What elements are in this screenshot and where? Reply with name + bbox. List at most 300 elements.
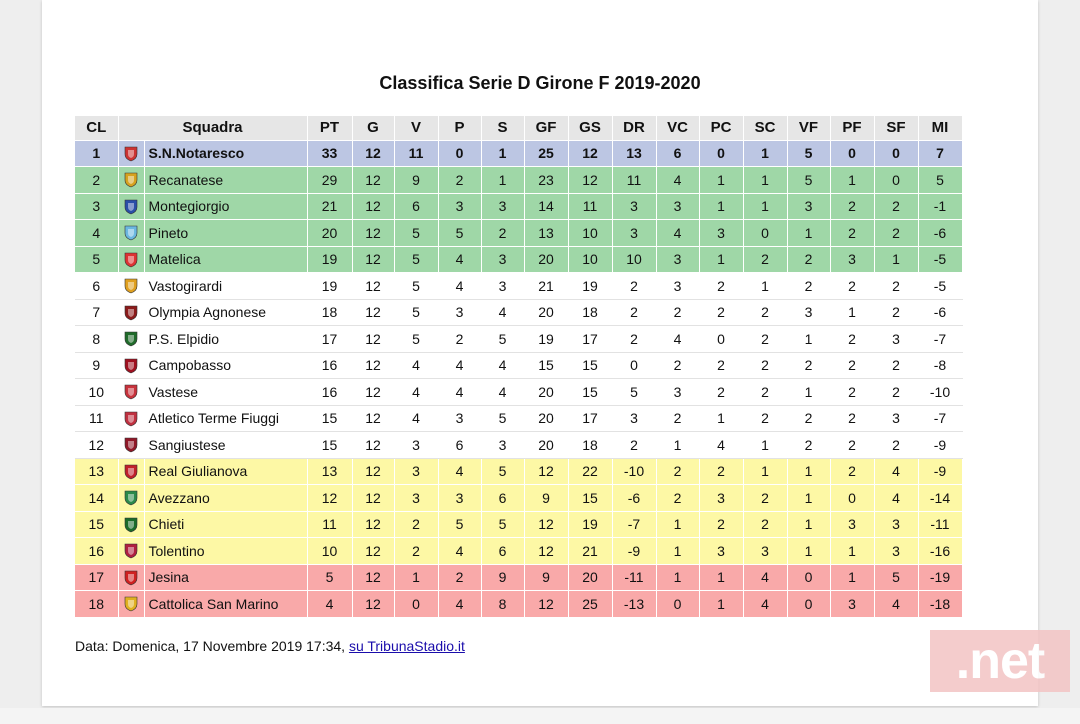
stat-cell: 4 bbox=[874, 458, 918, 485]
rank-cell: 15 bbox=[75, 511, 118, 538]
stat-cell: 15 bbox=[307, 432, 352, 459]
stat-cell: 2 bbox=[656, 485, 699, 512]
stat-cell: 18 bbox=[568, 299, 612, 326]
stat-cell: 19 bbox=[524, 326, 568, 353]
stat-cell: 4 bbox=[743, 591, 787, 618]
stat-cell: 1 bbox=[787, 326, 830, 353]
column-header: G bbox=[352, 116, 394, 140]
stat-cell: 0 bbox=[699, 326, 743, 353]
rank-cell: 2 bbox=[75, 167, 118, 194]
stat-cell: 3 bbox=[743, 538, 787, 565]
stat-cell: 2 bbox=[743, 405, 787, 432]
rank-cell: 3 bbox=[75, 193, 118, 220]
stat-cell: 3 bbox=[481, 193, 524, 220]
stat-cell: 3 bbox=[830, 591, 874, 618]
stat-cell: 9 bbox=[524, 485, 568, 512]
stat-cell: 1 bbox=[656, 564, 699, 591]
stat-cell: 13 bbox=[612, 140, 656, 167]
stat-cell: 3 bbox=[699, 220, 743, 247]
stat-cell: 2 bbox=[874, 299, 918, 326]
team-name-cell: Tolentino bbox=[144, 538, 307, 565]
stat-cell: -6 bbox=[612, 485, 656, 512]
team-crest-icon bbox=[124, 278, 138, 294]
stat-cell: 2 bbox=[743, 352, 787, 379]
rank-cell: 12 bbox=[75, 432, 118, 459]
stat-cell: 4 bbox=[874, 485, 918, 512]
stat-cell: 2 bbox=[656, 405, 699, 432]
team-name-cell: Pineto bbox=[144, 220, 307, 247]
stat-cell: 1 bbox=[787, 379, 830, 406]
stat-cell: 2 bbox=[699, 352, 743, 379]
team-crest-icon bbox=[124, 384, 138, 400]
crest-cell bbox=[118, 591, 144, 618]
stat-cell: 3 bbox=[438, 299, 481, 326]
stat-cell: 6 bbox=[656, 140, 699, 167]
stat-cell: -9 bbox=[918, 458, 962, 485]
rank-cell: 5 bbox=[75, 246, 118, 273]
team-crest-icon bbox=[124, 437, 138, 453]
stat-cell: 6 bbox=[438, 432, 481, 459]
team-name-cell: Atletico Terme Fiuggi bbox=[144, 405, 307, 432]
stat-cell: 4 bbox=[656, 220, 699, 247]
stat-cell: 20 bbox=[524, 299, 568, 326]
stat-cell: 13 bbox=[524, 220, 568, 247]
stat-cell: 1 bbox=[874, 246, 918, 273]
stat-cell: 12 bbox=[352, 458, 394, 485]
stat-cell: 5 bbox=[394, 220, 438, 247]
team-crest-icon bbox=[124, 464, 138, 480]
stat-cell: 2 bbox=[699, 511, 743, 538]
stat-cell: 12 bbox=[352, 299, 394, 326]
stat-cell: 3 bbox=[481, 432, 524, 459]
column-header: VF bbox=[787, 116, 830, 140]
stat-cell: -7 bbox=[612, 511, 656, 538]
team-crest-icon bbox=[124, 199, 138, 215]
stat-cell: 4 bbox=[307, 591, 352, 618]
stat-cell: 11 bbox=[612, 167, 656, 194]
stat-cell: 13 bbox=[307, 458, 352, 485]
stat-cell: 12 bbox=[352, 273, 394, 300]
stat-cell: 0 bbox=[874, 140, 918, 167]
stat-cell: 4 bbox=[699, 432, 743, 459]
stat-cell: 4 bbox=[394, 379, 438, 406]
stat-cell: 12 bbox=[352, 511, 394, 538]
stat-cell: 25 bbox=[568, 591, 612, 618]
stat-cell: 5 bbox=[438, 511, 481, 538]
stat-cell: 2 bbox=[656, 299, 699, 326]
stat-cell: 2 bbox=[394, 538, 438, 565]
stat-cell: 2 bbox=[612, 432, 656, 459]
table-row bbox=[75, 352, 962, 379]
stat-cell: 3 bbox=[438, 485, 481, 512]
stat-cell: 1 bbox=[830, 538, 874, 565]
stat-cell: 8 bbox=[481, 591, 524, 618]
stat-cell: 5 bbox=[394, 299, 438, 326]
source-link[interactable]: su TribunaStadio.it bbox=[348, 638, 465, 654]
stat-cell: 4 bbox=[481, 352, 524, 379]
team-crest-icon bbox=[124, 225, 138, 241]
stat-cell: 12 bbox=[352, 326, 394, 353]
stat-cell: 12 bbox=[352, 220, 394, 247]
stat-cell: -9 bbox=[918, 432, 962, 459]
stat-cell: 1 bbox=[787, 511, 830, 538]
stat-cell: 12 bbox=[352, 591, 394, 618]
stat-cell: 2 bbox=[394, 511, 438, 538]
stat-cell: 20 bbox=[524, 246, 568, 273]
stat-cell: 10 bbox=[612, 246, 656, 273]
stat-cell: 9 bbox=[481, 564, 524, 591]
team-crest-icon bbox=[124, 146, 138, 162]
stat-cell: 1 bbox=[743, 140, 787, 167]
stat-cell: -8 bbox=[918, 352, 962, 379]
crest-cell bbox=[118, 299, 144, 326]
stat-cell: 12 bbox=[352, 193, 394, 220]
stat-cell: 1 bbox=[743, 273, 787, 300]
stat-cell: 19 bbox=[568, 511, 612, 538]
stat-cell: 2 bbox=[830, 352, 874, 379]
stat-cell: 17 bbox=[568, 326, 612, 353]
stat-cell: 23 bbox=[524, 167, 568, 194]
stat-cell: -16 bbox=[918, 538, 962, 565]
stat-cell: 1 bbox=[699, 405, 743, 432]
stat-cell: -5 bbox=[918, 273, 962, 300]
stat-cell: -1 bbox=[918, 193, 962, 220]
rank-cell: 17 bbox=[75, 564, 118, 591]
column-header: GS bbox=[568, 116, 612, 140]
stat-cell: 18 bbox=[568, 432, 612, 459]
crest-cell bbox=[118, 140, 144, 167]
crest-cell bbox=[118, 246, 144, 273]
stat-cell: 20 bbox=[568, 564, 612, 591]
table-row bbox=[75, 193, 962, 220]
stat-cell: 16 bbox=[307, 352, 352, 379]
stat-cell: 2 bbox=[787, 432, 830, 459]
stat-cell: 4 bbox=[481, 299, 524, 326]
stat-cell: 2 bbox=[830, 326, 874, 353]
stat-cell: 2 bbox=[612, 273, 656, 300]
stat-cell: -11 bbox=[612, 564, 656, 591]
stat-cell: 0 bbox=[656, 591, 699, 618]
team-crest-icon bbox=[124, 411, 138, 427]
table-row bbox=[75, 564, 962, 591]
column-header: MI bbox=[918, 116, 962, 140]
rank-cell: 8 bbox=[75, 326, 118, 353]
team-name-cell: Real Giulianova bbox=[144, 458, 307, 485]
stat-cell: 5 bbox=[918, 167, 962, 194]
stat-cell: 14 bbox=[524, 193, 568, 220]
stat-cell: 12 bbox=[524, 538, 568, 565]
stat-cell: 1 bbox=[743, 167, 787, 194]
crest-cell bbox=[118, 511, 144, 538]
stat-cell: 5 bbox=[394, 273, 438, 300]
table-row bbox=[75, 246, 962, 273]
stat-cell: -9 bbox=[612, 538, 656, 565]
stat-cell: 33 bbox=[307, 140, 352, 167]
stat-cell: 2 bbox=[699, 273, 743, 300]
stat-cell: 21 bbox=[307, 193, 352, 220]
table-row bbox=[75, 220, 962, 247]
table-row bbox=[75, 140, 962, 167]
stat-cell: 3 bbox=[438, 405, 481, 432]
stat-cell: 2 bbox=[874, 273, 918, 300]
stat-cell: 4 bbox=[438, 352, 481, 379]
stat-cell: 11 bbox=[307, 511, 352, 538]
stat-cell: 2 bbox=[438, 326, 481, 353]
stat-cell: 12 bbox=[352, 485, 394, 512]
team-name-cell: Montegiorgio bbox=[144, 193, 307, 220]
stat-cell: 0 bbox=[612, 352, 656, 379]
stat-cell: 15 bbox=[568, 352, 612, 379]
crest-cell bbox=[118, 326, 144, 353]
stat-cell: 15 bbox=[568, 379, 612, 406]
page-title: Classifica Serie D Girone F 2019-2020 bbox=[379, 73, 701, 93]
table-row bbox=[75, 511, 962, 538]
table-row bbox=[75, 273, 962, 300]
stat-cell: 12 bbox=[352, 140, 394, 167]
table-row bbox=[75, 326, 962, 353]
stat-cell: 2 bbox=[699, 379, 743, 406]
table-row bbox=[75, 591, 962, 618]
stat-cell: 5 bbox=[612, 379, 656, 406]
stat-cell: 2 bbox=[743, 485, 787, 512]
stat-cell: 5 bbox=[307, 564, 352, 591]
stat-cell: 0 bbox=[394, 591, 438, 618]
stat-cell: 4 bbox=[438, 379, 481, 406]
watermark-logo: .net bbox=[930, 630, 1070, 692]
stat-cell: 20 bbox=[524, 379, 568, 406]
stat-cell: 1 bbox=[699, 591, 743, 618]
stat-cell: 3 bbox=[394, 458, 438, 485]
standings-table bbox=[75, 116, 963, 618]
rank-cell: 14 bbox=[75, 485, 118, 512]
crest-cell bbox=[118, 538, 144, 565]
crest-cell bbox=[118, 485, 144, 512]
rank-cell: 10 bbox=[75, 379, 118, 406]
table-header-row bbox=[75, 116, 962, 140]
stat-cell: 4 bbox=[656, 326, 699, 353]
team-name-cell: P.S. Elpidio bbox=[144, 326, 307, 353]
team-name-cell: Jesina bbox=[144, 564, 307, 591]
stat-cell: -19 bbox=[918, 564, 962, 591]
stat-cell: 3 bbox=[874, 511, 918, 538]
stat-cell: 5 bbox=[481, 511, 524, 538]
team-name-cell: Olympia Agnonese bbox=[144, 299, 307, 326]
stat-cell: 20 bbox=[524, 432, 568, 459]
stat-cell: 1 bbox=[481, 140, 524, 167]
stat-cell: 1 bbox=[743, 458, 787, 485]
crest-cell bbox=[118, 273, 144, 300]
stat-cell: 1 bbox=[656, 511, 699, 538]
bottom-strip bbox=[0, 708, 1080, 724]
stat-cell: 12 bbox=[568, 140, 612, 167]
stat-cell: 3 bbox=[612, 405, 656, 432]
stat-cell: 3 bbox=[394, 432, 438, 459]
stat-cell: 3 bbox=[830, 511, 874, 538]
stat-cell: 2 bbox=[874, 432, 918, 459]
rank-cell: 11 bbox=[75, 405, 118, 432]
stat-cell: 4 bbox=[656, 167, 699, 194]
column-header: GF bbox=[524, 116, 568, 140]
stat-cell: 2 bbox=[787, 246, 830, 273]
footer-note bbox=[75, 638, 465, 654]
stat-cell: 1 bbox=[743, 193, 787, 220]
stat-cell: 2 bbox=[787, 273, 830, 300]
crest-cell bbox=[118, 352, 144, 379]
stat-cell: 2 bbox=[830, 273, 874, 300]
stat-cell: 12 bbox=[352, 564, 394, 591]
stat-cell: 22 bbox=[568, 458, 612, 485]
stat-cell: 1 bbox=[699, 193, 743, 220]
team-name-cell: Vastese bbox=[144, 379, 307, 406]
column-header: S bbox=[481, 116, 524, 140]
stat-cell: 0 bbox=[830, 140, 874, 167]
team-name-cell: S.N.Notaresco bbox=[144, 140, 307, 167]
team-crest-icon bbox=[124, 358, 138, 374]
table-body bbox=[75, 140, 962, 617]
stat-cell: 2 bbox=[481, 220, 524, 247]
stat-cell: 3 bbox=[874, 538, 918, 565]
rank-cell: 4 bbox=[75, 220, 118, 247]
table-row bbox=[75, 405, 962, 432]
crest-cell bbox=[118, 167, 144, 194]
stat-cell: 3 bbox=[699, 485, 743, 512]
stat-cell: 3 bbox=[656, 193, 699, 220]
column-header: Squadra bbox=[118, 116, 307, 140]
crest-cell bbox=[118, 458, 144, 485]
stat-cell: 0 bbox=[787, 564, 830, 591]
stat-cell: 12 bbox=[568, 167, 612, 194]
stat-cell: 2 bbox=[438, 564, 481, 591]
crest-cell bbox=[118, 564, 144, 591]
stat-cell: 0 bbox=[438, 140, 481, 167]
stat-cell: 3 bbox=[874, 326, 918, 353]
stat-cell: 4 bbox=[438, 458, 481, 485]
stat-cell: 17 bbox=[568, 405, 612, 432]
team-crest-icon bbox=[124, 252, 138, 268]
stat-cell: 15 bbox=[568, 485, 612, 512]
column-header: P bbox=[438, 116, 481, 140]
stat-cell: 12 bbox=[352, 432, 394, 459]
stat-cell: 2 bbox=[830, 193, 874, 220]
team-name-cell: Sangiustese bbox=[144, 432, 307, 459]
stat-cell: 12 bbox=[352, 405, 394, 432]
crest-cell bbox=[118, 220, 144, 247]
stat-cell: 4 bbox=[438, 538, 481, 565]
stat-cell: 6 bbox=[481, 485, 524, 512]
stat-cell: 3 bbox=[787, 299, 830, 326]
stat-cell: 15 bbox=[307, 405, 352, 432]
stat-cell: 12 bbox=[524, 511, 568, 538]
column-header: V bbox=[394, 116, 438, 140]
team-crest-icon bbox=[124, 570, 138, 586]
team-name-cell: Vastogirardi bbox=[144, 273, 307, 300]
stat-cell: 12 bbox=[524, 458, 568, 485]
column-header: VC bbox=[656, 116, 699, 140]
team-crest-icon bbox=[124, 331, 138, 347]
stat-cell: 19 bbox=[568, 273, 612, 300]
team-crest-icon bbox=[124, 172, 138, 188]
crest-cell bbox=[118, 405, 144, 432]
crest-cell bbox=[118, 432, 144, 459]
team-name-cell: Chieti bbox=[144, 511, 307, 538]
stat-cell: 2 bbox=[830, 405, 874, 432]
stat-cell: 5 bbox=[481, 405, 524, 432]
stat-cell: 11 bbox=[394, 140, 438, 167]
stat-cell: 12 bbox=[352, 538, 394, 565]
stat-cell: 2 bbox=[874, 379, 918, 406]
rank-cell: 16 bbox=[75, 538, 118, 565]
stat-cell: -13 bbox=[612, 591, 656, 618]
stat-cell: 3 bbox=[612, 220, 656, 247]
stat-cell: 6 bbox=[481, 538, 524, 565]
stat-cell: 2 bbox=[656, 458, 699, 485]
stat-cell: 3 bbox=[612, 193, 656, 220]
stat-cell: 2 bbox=[874, 193, 918, 220]
stat-cell: 10 bbox=[307, 538, 352, 565]
table-row bbox=[75, 432, 962, 459]
team-name-cell: Cattolica San Marino bbox=[144, 591, 307, 618]
stat-cell: 21 bbox=[524, 273, 568, 300]
stat-cell: 11 bbox=[568, 193, 612, 220]
team-crest-icon bbox=[124, 490, 138, 506]
stat-cell: 2 bbox=[438, 167, 481, 194]
stat-cell: 10 bbox=[568, 246, 612, 273]
column-header: PC bbox=[699, 116, 743, 140]
column-header: PF bbox=[830, 116, 874, 140]
stat-cell: 2 bbox=[874, 220, 918, 247]
stat-cell: 3 bbox=[438, 193, 481, 220]
stat-cell: -5 bbox=[918, 246, 962, 273]
stat-cell: 1 bbox=[394, 564, 438, 591]
stat-cell: -6 bbox=[918, 299, 962, 326]
stat-cell: 12 bbox=[524, 591, 568, 618]
stat-cell: 21 bbox=[568, 538, 612, 565]
stat-cell: 2 bbox=[743, 511, 787, 538]
table-row bbox=[75, 299, 962, 326]
stat-cell: 2 bbox=[787, 405, 830, 432]
stat-cell: 25 bbox=[524, 140, 568, 167]
stat-cell: 12 bbox=[352, 167, 394, 194]
column-header: PT bbox=[307, 116, 352, 140]
rank-cell: 6 bbox=[75, 273, 118, 300]
stat-cell: 6 bbox=[394, 193, 438, 220]
stat-cell: 1 bbox=[481, 167, 524, 194]
table-row bbox=[75, 458, 962, 485]
stat-cell: 10 bbox=[568, 220, 612, 247]
stat-cell: 2 bbox=[743, 379, 787, 406]
stat-cell: -18 bbox=[918, 591, 962, 618]
stat-cell: 5 bbox=[787, 140, 830, 167]
footer-date: Data: Domenica, 17 Novembre 2019 17:34, bbox=[75, 638, 349, 654]
stat-cell: 1 bbox=[699, 246, 743, 273]
stat-cell: 5 bbox=[874, 564, 918, 591]
stat-cell: 1 bbox=[787, 220, 830, 247]
column-header: DR bbox=[612, 116, 656, 140]
stat-cell: 5 bbox=[438, 220, 481, 247]
stat-cell: 5 bbox=[787, 167, 830, 194]
rank-cell: 13 bbox=[75, 458, 118, 485]
stat-cell: 2 bbox=[699, 299, 743, 326]
stat-cell: 4 bbox=[394, 405, 438, 432]
stat-cell: 3 bbox=[699, 538, 743, 565]
stat-cell: 16 bbox=[307, 379, 352, 406]
table-row bbox=[75, 379, 962, 406]
rank-cell: 7 bbox=[75, 299, 118, 326]
stat-cell: 0 bbox=[830, 485, 874, 512]
team-crest-icon bbox=[124, 596, 138, 612]
stat-cell: 3 bbox=[830, 246, 874, 273]
stat-cell: 1 bbox=[787, 458, 830, 485]
